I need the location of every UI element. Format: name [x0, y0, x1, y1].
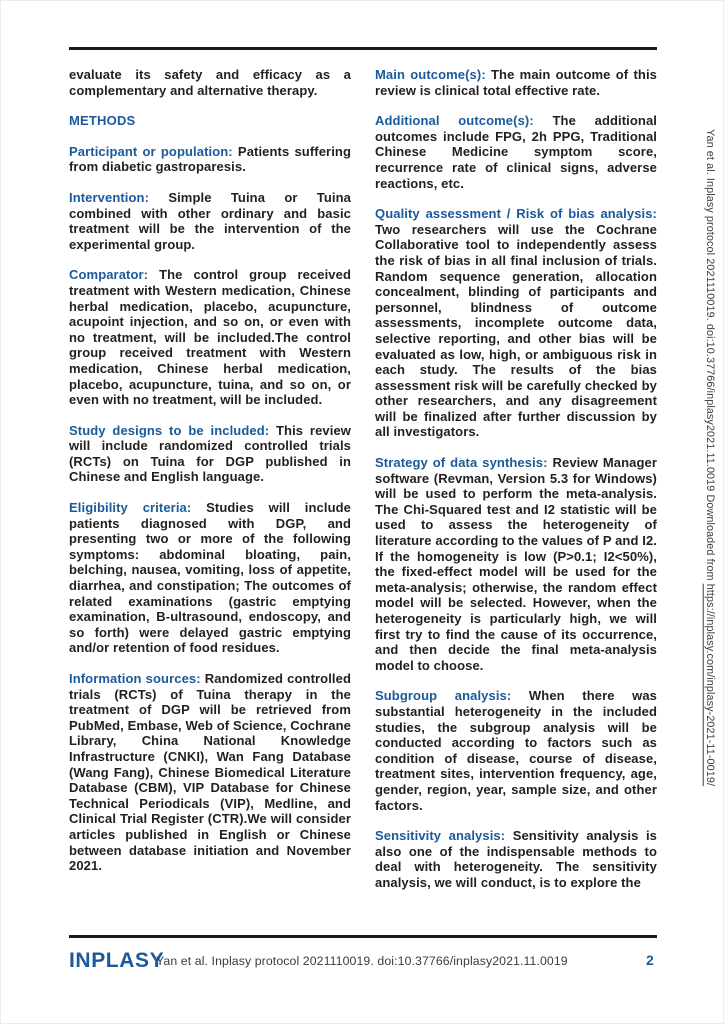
section-label: Participant or population: — [69, 143, 233, 159]
section-label: Comparator: — [69, 267, 149, 283]
section-label: Eligibility criteria: — [69, 500, 192, 516]
section-intervention — [69, 190, 351, 252]
section-text: When there was substantial heterogeneity in the included studies, the subgroup analysis will be conducted according to factors such as condition of disease, course of disease, treatment sites, intervention frequency, age, gender, region, year, sample size, and other factors. — [375, 688, 657, 813]
left-column — [69, 67, 351, 931]
section-study-designs — [69, 423, 351, 485]
section-text: This review will include randomized controlled trials (RCTs) on Tuina for DGP published in Chinese and English language. — [69, 422, 351, 485]
bottom-rule — [69, 935, 657, 938]
section-strategy-data-synthesis — [375, 455, 657, 673]
page-number: 2 — [646, 952, 654, 968]
section-label: Strategy of data synthesis: — [375, 455, 548, 471]
section-label: Information sources: — [69, 671, 201, 686]
section-label: Intervention: — [69, 189, 150, 205]
section-text: Simple Tuina or Tuina combined with other ordinary and basic treatment will be the intervention of the experimental group. — [69, 189, 351, 252]
section-label: Study designs to be included: — [69, 422, 270, 438]
section-eligibility-criteria — [69, 500, 351, 656]
section-text: Review Manager software (Revman, Version 5.3 for Windows) will be used to perform the meta-analysis. The Chi-Squared test and I2 statistic will be used to assess the heterogeneity of literature according to the values of P and I2. If the homogeneity is low (P>0.1; I2<50%), the fixed-effect model will be used for the meta-analysis; otherwise, the random effect model will be selected. However, when the heterogeneity is particularly high, we will first try to find the cause of its occurrence, and then decide the final meta-analysis model to choose. — [375, 455, 657, 673]
section-subgroup-analysis — [375, 688, 657, 813]
vertical-citation-url[interactable]: https://inplasy.com/inplasy-2021-11-0019/ — [704, 583, 716, 787]
section-label: Additional outcome(s): — [375, 113, 534, 129]
section-additional-outcomes — [375, 113, 657, 191]
vertical-citation-text: Yan et al. Inplasy protocol 2021110019. doi:10.37766/inplasy2021.11.0019 Downloaded from — [704, 129, 716, 584]
section-label: Subgroup analysis: — [375, 688, 512, 704]
paragraph-text: evaluate its safety and efficacy as a complementary and alternative therapy. — [69, 67, 351, 98]
two-column-content — [69, 67, 657, 931]
section-text: Two researchers will use the Cochrane Collaborative tool to independently assess the risk of bias in all final inclusion of trials. Random sequence generation, allocation concealment, blinding of participants and personnel, blindness of outcome assessments, incomplete outcome data, selective reporting, and other bias will be evaluated as low, high, or ambiguous risk in each study. The results of the bias assessment risk will be carefully checked by other researchers, and any disagreement will be finalized after further discussion by all investigators. — [375, 221, 657, 440]
continuation-paragraph — [69, 67, 351, 98]
section-label: Quality assessment / Risk of bias analysis: — [375, 206, 657, 222]
footer-citation: Yan et al. Inplasy protocol 2021110019. doi:10.37766/inplasy2021.11.0019 — [156, 954, 568, 968]
right-column — [375, 67, 657, 931]
section-text: Studies will include patients diagnosed with DGP, and presenting two or more of the following symptoms: abdominal bloating, pain, belching, nausea, vomiting, loss of appetite, diarrhea, and constipation; The outcomes of related examinations (gastric emptying examination, B-ultrasound, endoscopy, and so forth) were delayed gastric emptying and/or retention of food residues. — [69, 500, 351, 656]
section-text: Sensitivity analysis is also one of the indispensable methods to deal with heterogeneity. The sensitivity analysis, we will conduct, is to explore the — [375, 828, 657, 890]
inplasy-logo: INPLASY — [69, 949, 165, 972]
section-main-outcomes — [375, 67, 657, 98]
section-text: The additional outcomes include FPG, 2h PPG, Traditional Chinese Medicine symptom score, recurrence rate of clinical signs, adverse reactions, etc. — [375, 113, 657, 191]
section-text: Randomized controlled trials (RCTs) of Tuina therapy in the treatment of DGP will be retrieved from PubMed, Embase, Web of Science, Cochrane Library, China National Knowledge Infrastructure (CNKI), Wan Fang Database (Wang Fang), Chinese Biomedical Literature Database (CBM), VIP Database for Chinese Technical Periodicals (VIP), Medline, and Clinical Trial Register (CTR).We will consider articles published in English or Chinese between database initiation and November 2021. — [69, 671, 351, 874]
methods-heading: METHODS — [69, 113, 136, 129]
section-text: The main outcome of this review is clinical total effective rate. — [375, 67, 657, 98]
section-label: Sensitivity analysis: — [375, 828, 506, 844]
section-text: Patients suffering from diabetic gastroparesis. — [69, 143, 351, 175]
section-quality-assessment — [375, 206, 657, 440]
section-sensitivity-analysis — [375, 828, 657, 890]
section-label: Main outcome(s): — [375, 67, 486, 82]
section-information-sources — [69, 671, 351, 874]
top-rule — [69, 47, 657, 50]
vertical-citation — [703, 129, 717, 1015]
section-participant-population — [69, 144, 351, 175]
section-comparator — [69, 267, 351, 407]
section-text: The control group received treatment with Western medication, Chinese herbal medication, placebo, acupuncture, acupoint injection, and so on, or even with no treatment, will be included.The control group received treatment with Western medication, Chinese herbal medication, placebo, acupuncture, tuina, and so on, or even with no treatment, will be included. — [69, 267, 352, 408]
